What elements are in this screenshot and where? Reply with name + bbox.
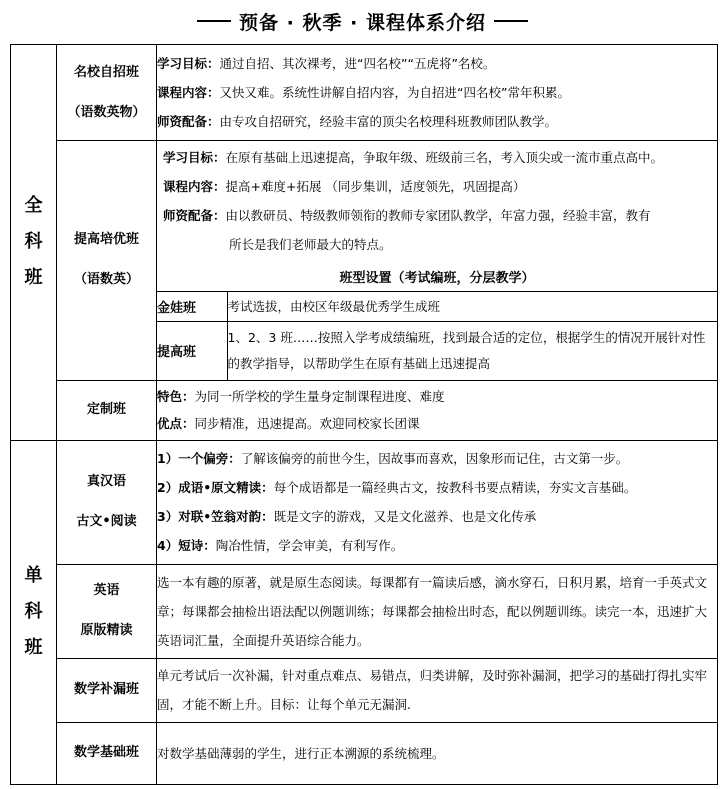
setup-text-jinwa: 考试选拔，由校区年级最优秀学生成班 bbox=[227, 292, 717, 322]
setup-text-tigao: 1、2、3 班……按照入学考成绩编班，找到最合适的定位，根据学生的情况开展针对性的教学指导，以帮助学生在原有基础上迅速提高 bbox=[227, 322, 717, 380]
category-danke: 单 科 班 bbox=[11, 440, 57, 784]
class-name-shuxue-bulou: 数学补漏班 bbox=[57, 658, 157, 722]
title-text: 预备 · 秋季 · 课程体系介绍 bbox=[239, 11, 486, 34]
class-content-shuxue-bulou: 单元考试后一次补漏，针对重点难点、易错点，归类讲解，及时弥补漏洞，把学习的基础打得扎实牢固，才能不断上升。目标：让每个单元无漏洞. bbox=[157, 658, 718, 722]
class-content-dingzhi: 特色：为同一所学校的学生量身定制课程进度、难度 优点：同步精准，迅速提高。欢迎同校家长团课 bbox=[157, 380, 718, 440]
table-row bbox=[11, 380, 718, 440]
table-row bbox=[11, 658, 718, 722]
table-row bbox=[11, 45, 718, 141]
title-dash-right bbox=[494, 20, 528, 22]
table-row bbox=[11, 440, 718, 564]
table-row bbox=[11, 141, 718, 381]
class-name-dingzhi: 定制班 bbox=[57, 380, 157, 440]
class-name-tigao: 提高培优班 （语数英） bbox=[57, 141, 157, 381]
class-setup-title: 班型设置（考试编班，分层教学） bbox=[157, 261, 717, 292]
course-table bbox=[10, 44, 718, 785]
class-name-yingyu: 英语 原版精读 bbox=[57, 564, 157, 658]
table-row bbox=[11, 722, 718, 784]
setup-name-jinwa: 金娃班 bbox=[157, 292, 227, 322]
class-setup-table bbox=[157, 261, 717, 380]
class-content-shuxue-jichu: 对数学基础薄弱的学生，进行正本溯源的系统梳理。 bbox=[157, 722, 718, 784]
category-quanke: 全 科 班 bbox=[11, 45, 57, 441]
class-content-zhenhanyu: 1）一个偏旁：了解该偏旁的前世今生，因故事而喜欢，因象形而记住，古文第一步。 2）成语•原文精读：每个成语都是一篇经典古文，按教科书要点精读，夯实文言基础。 3）对联•笠翁对韵：既是文字的游戏，又是文化滋养、也是文化传承 4）短诗：陶冶性情，学会审美，有利写作。 bbox=[157, 440, 718, 564]
class-content-yingyu: 选一本有趣的原著，就是原生态阅读。每课都有一篇读后感，滴水穿石，日积月累，培育一手英式文章；每课都会抽检出语法配以例题训练；每课都会抽检出时态，配以例题训练。读完一本，迅速扩大英语词汇量，全面提升英语综合能力。 bbox=[157, 564, 718, 658]
title-dash-left bbox=[197, 20, 231, 22]
class-content-tigao: 学习目标：在原有基础上迅速提高，争取年级、班级前三名，考入顶尖或一流市重点高中。 课程内容：提高+难度+拓展 （同步集训，适度领先，巩固提高） 师资配备：由以教研员、特级教师领衔的教师专家团队教学，年富力强，经验丰富，教有 所长是我们老师最大的特点。 班型设置（考试编班，分层教学） 金娃班 考试选拔，由校区年级最优秀学生成班 提高班 1、2、3 班……按照入学考成绩编班，找到最合适的定位，根据学生的情况开展针对性的教学指导，以帮助学生在原有基础上迅速提高 bbox=[157, 141, 718, 381]
class-name-shuxue-jichu: 数学基础班 bbox=[57, 722, 157, 784]
setup-name-tigao: 提高班 bbox=[157, 322, 227, 380]
table-row bbox=[11, 564, 718, 658]
class-name-zhenhanyu: 真汉语 古文•阅读 bbox=[57, 440, 157, 564]
page-title bbox=[0, 6, 725, 36]
class-name-mingxiao: 名校自招班 （语数英物） bbox=[57, 45, 157, 141]
class-content-mingxiao: 学习目标：通过自招、其次裸考，进“四名校”“五虎将”名校。 课程内容：又快又难。系统性讲解自招内容，为自招进“四名校”常年积累。 师资配备：由专攻自招研究，经验丰富的顶尖名校理科班教师团队教学。 bbox=[157, 45, 718, 141]
